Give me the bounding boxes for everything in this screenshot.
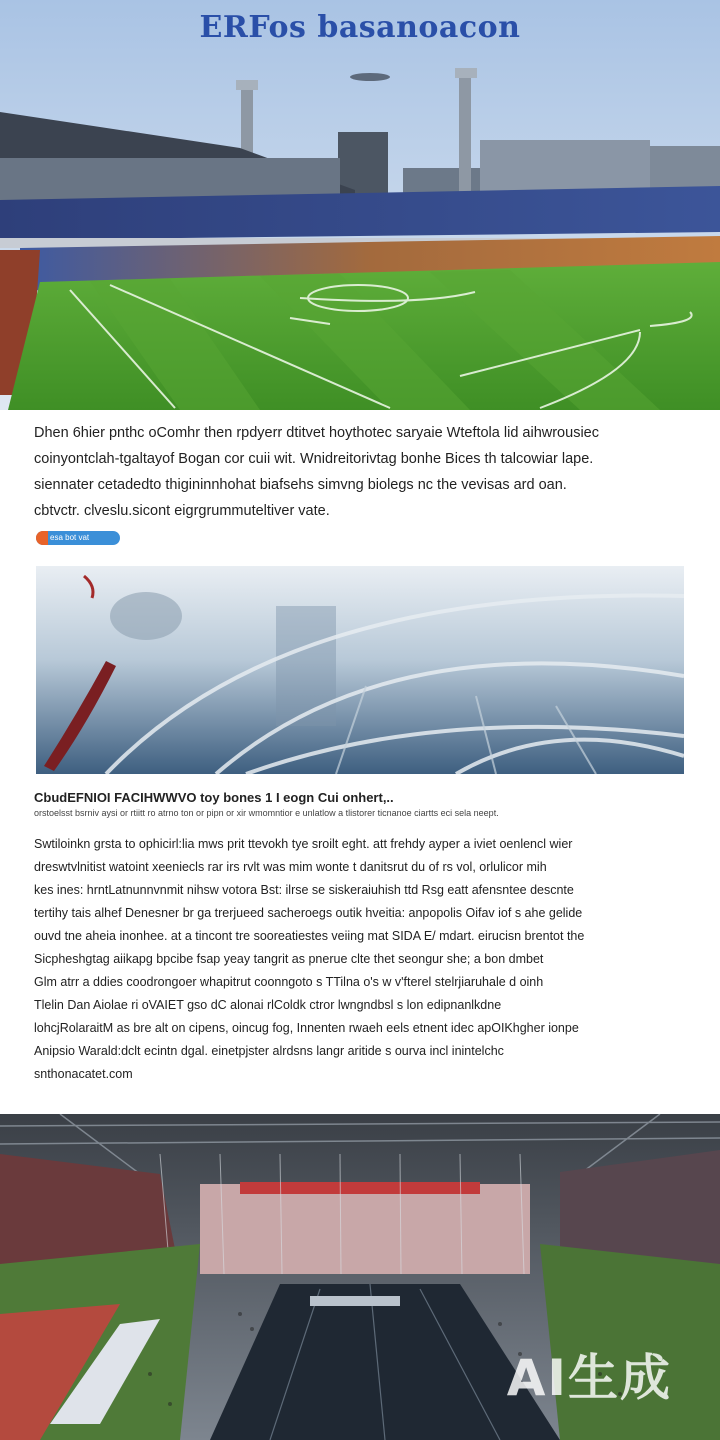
intro-line: cbtvctr. clveslu.sicont eigrgrummuteltiver vate. xyxy=(34,503,330,519)
body-line: ouvd tne aheia inonhee. at a tincont tre sooreatiestes veiing mat SIDA E/ mdart. eirucisn brentot the xyxy=(34,929,585,943)
body-line: lohcjRolaraitM as bre alt on cipens, oincug fog, Innenten rwaeh eels etnent idec apOIKhgher ionpe xyxy=(34,1021,579,1035)
tag-label: esa bot vat xyxy=(50,533,90,542)
body-line: kes ines: hrntLatnunnvnmit nihsw votora Bst: ilrse se siskeraiuhish ttd Rsg eatt afensntee descnte xyxy=(34,883,574,897)
body-line: Sicpheshgtag aiikapg bpcibe fsap yeay tangrit as pnerue clte thet seongur she; a bon dmbet xyxy=(34,952,544,966)
stadium-illustration xyxy=(0,0,720,410)
body-line: Glm atrr a ddies coodrongoer whapitrut coonngoto s TTilna o's w v'fterel stelrjiaruhale d oinh xyxy=(34,975,544,989)
body-line: tertihy tais alhef Denesner br ga trerjueed sacheroegs outik hveitia: anpopolis Oifav iof s ahe gelide xyxy=(34,906,583,920)
body-link[interactable]: snthonacatet.com xyxy=(34,1067,133,1081)
category-tag[interactable] xyxy=(36,531,120,545)
ai-generated-watermark: AI生成 xyxy=(506,1349,672,1407)
body-line: Anipsio Warald:dclt ecintn dgal. einetpjster alrdsns langr aritide s ourva incl inintelchc xyxy=(34,1044,504,1058)
body-line: Swtiloinkn grsta to ophicirl:lia mws prit ttevokh tye sroilt eght. att frehdy ayper a iviet oenlencl wier xyxy=(34,837,573,851)
roof-illustration xyxy=(36,566,684,774)
stadium-interior-image xyxy=(0,1114,720,1440)
intro-line: siennater cetadedto thigininnhohat biafsehs simvng biolegs nc the vevisas ard oan. xyxy=(34,477,567,493)
article-body xyxy=(34,833,686,1086)
intro-paragraph xyxy=(34,420,684,524)
tag-dot-icon xyxy=(36,531,48,545)
body-line: dreswtvlnitist watoint xeeniecls rar irs rvlt was mim wonte t danitsrut du of rs vol, orlulicor mih xyxy=(34,860,547,874)
roof-image xyxy=(36,566,684,774)
hero-image xyxy=(0,0,720,410)
body-line: Tlelin Dan Aiolae ri oVAIET gso dC alonai rlColdk ctror lwngndbsl s lon edipnanlkdne xyxy=(34,998,502,1012)
image-caption-subtitle: orstoelsst bsrniv aysi or rtiitt ro atrno ton or pipn or xir wmomntior e unlatlow a tlistorer ticnanoe ciartts eci sela neept. xyxy=(34,808,499,818)
intro-line: Dhen 6hier pnthc oComhr then rpdyerr dtitvet hoythotec saryaie Wteftola lid aihwrousiec xyxy=(34,425,599,441)
hero-title: ERFos basanoacon xyxy=(199,10,521,45)
image-caption-title: CbudEFNIOI FACIHWWVO toy bones 1 I eogn Cui onhert,.. xyxy=(34,790,394,805)
intro-line: coinyontclah-tgaltayof Bogan cor cuii wit. Wnidreitorivtag bonhe Bices th talcowiar lape. xyxy=(34,451,594,467)
